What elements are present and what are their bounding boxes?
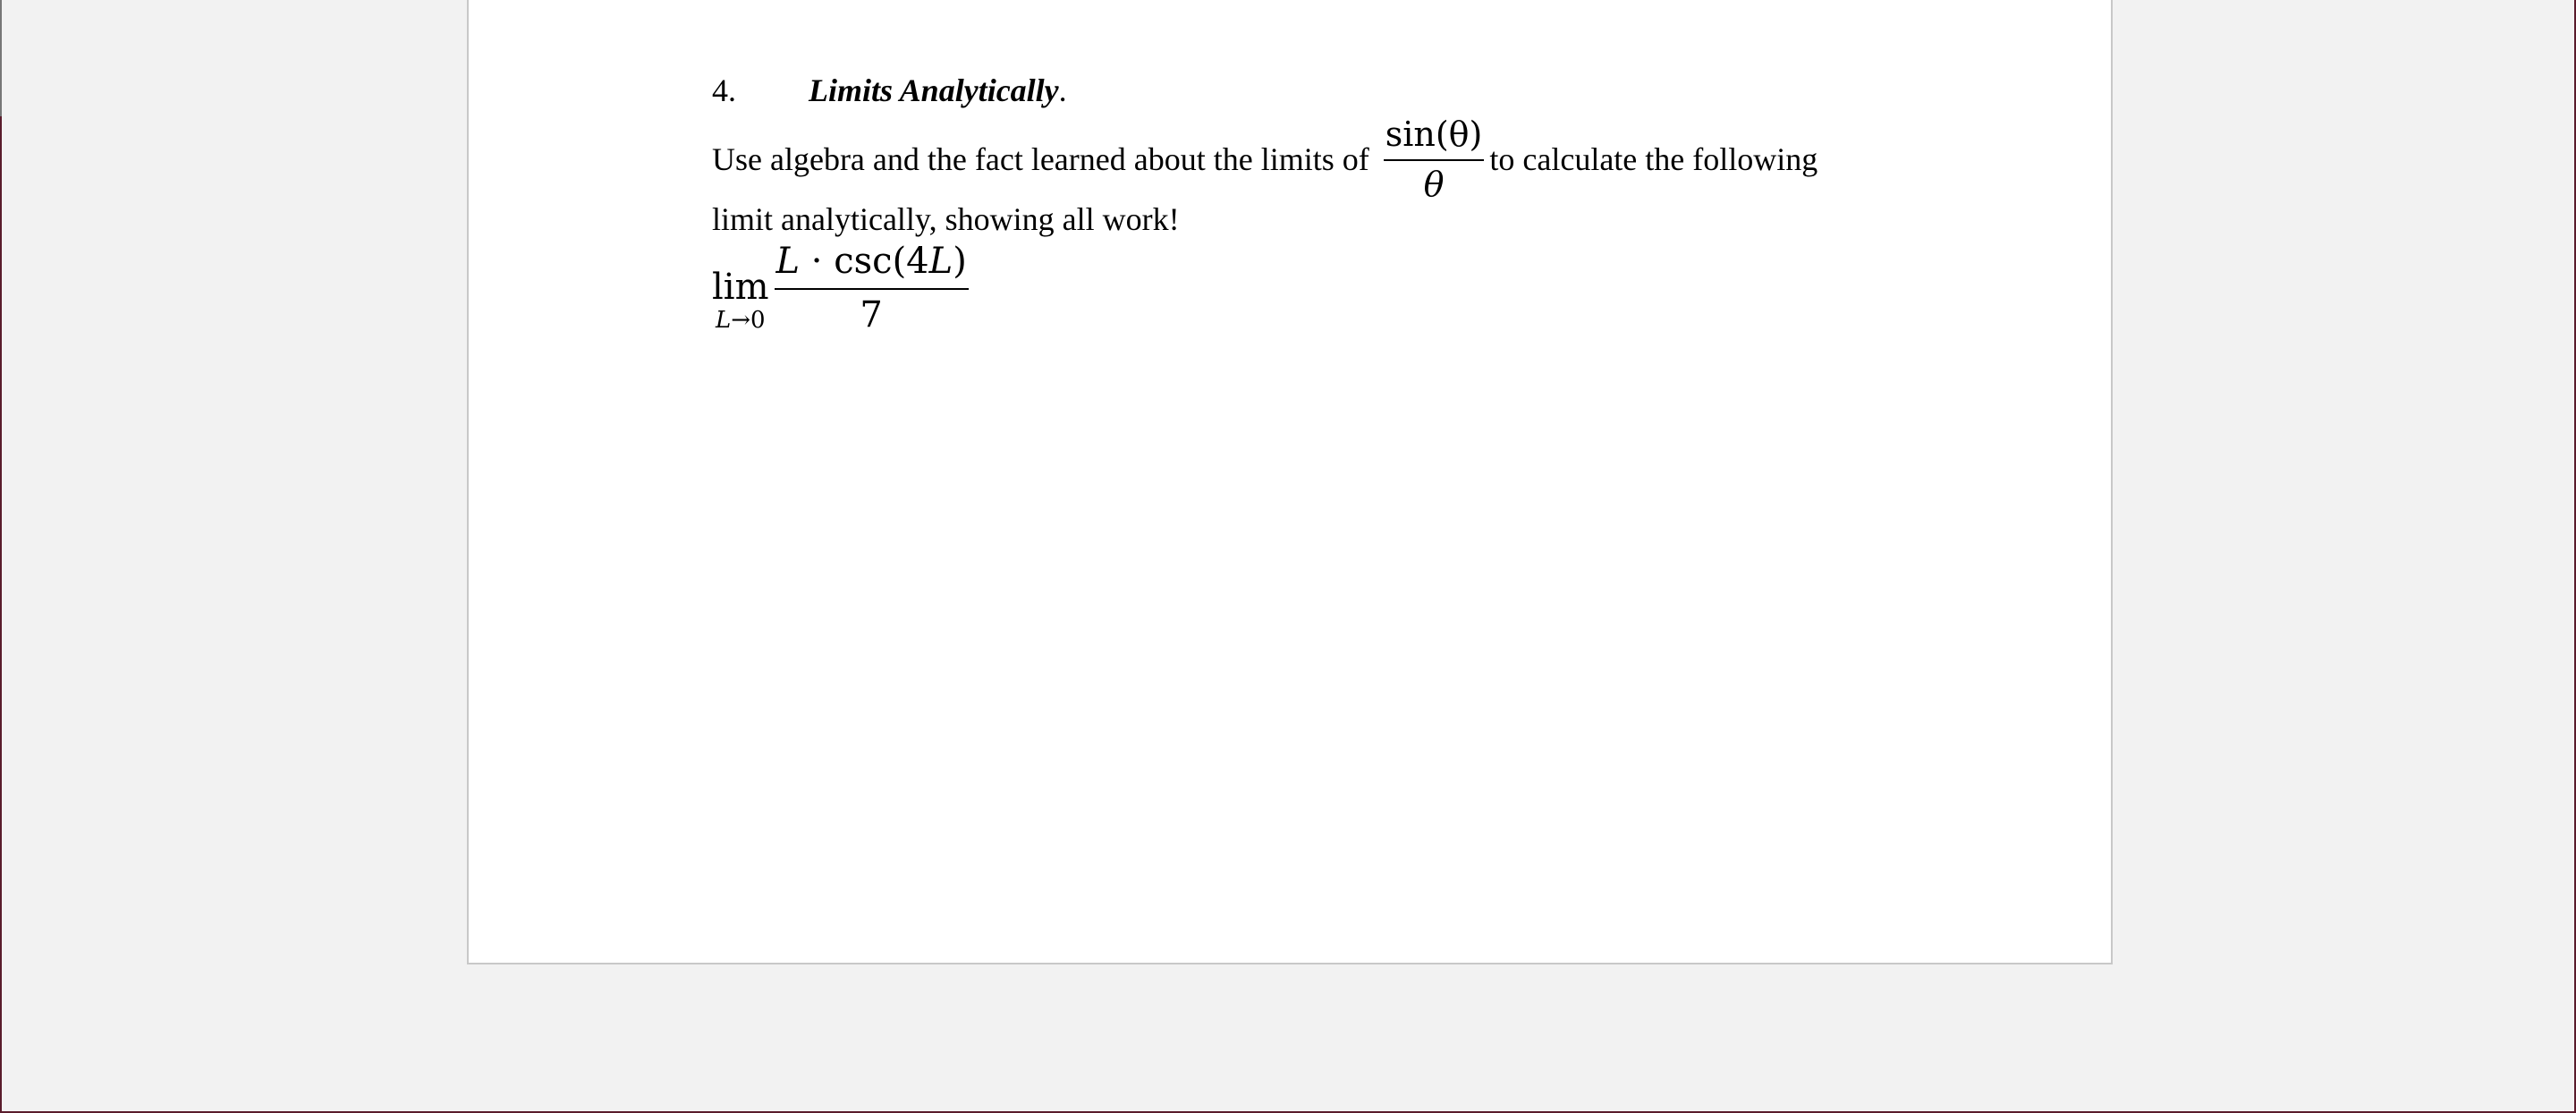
limit-numerator xyxy=(775,238,969,290)
problem-heading xyxy=(712,72,1067,109)
window-edge-left xyxy=(0,116,2,1113)
numerator-inner-variable: L xyxy=(928,241,953,282)
fraction-numerator: sin(θ) xyxy=(1384,113,1485,161)
lim-approach: 0 xyxy=(750,307,766,334)
numerator-close: ) xyxy=(953,241,967,282)
numerator-function: csc(4 xyxy=(834,241,929,282)
lim-arrow: → xyxy=(731,307,751,334)
limit-expression xyxy=(712,238,969,338)
problem-title: Limits Analytically xyxy=(809,72,1059,108)
fraction-denominator: θ xyxy=(1423,165,1445,204)
sin-theta-fraction xyxy=(1384,113,1485,206)
document-page[interactable] xyxy=(467,0,2113,964)
numerator-dot: · xyxy=(800,241,835,282)
numerator-variable: L xyxy=(775,241,801,282)
lim-variable: L xyxy=(715,307,732,334)
lim-label: lim xyxy=(712,267,769,308)
problem-number: 4. xyxy=(712,72,736,108)
window-edge-top xyxy=(0,0,2,116)
limit-fraction xyxy=(775,238,969,338)
instruction-text-after: to calculate the following xyxy=(1489,141,1818,177)
limit-denominator: 7 xyxy=(860,294,883,336)
lim-subscript xyxy=(716,307,766,334)
limit-operator xyxy=(712,268,769,334)
instruction-line-1 xyxy=(712,113,1818,206)
problem-title-suffix: . xyxy=(1058,72,1067,108)
instruction-line-2: limit analytically, showing all work! xyxy=(712,201,1180,237)
instruction-text-before: Use algebra and the fact learned about the limits of xyxy=(712,141,1369,177)
